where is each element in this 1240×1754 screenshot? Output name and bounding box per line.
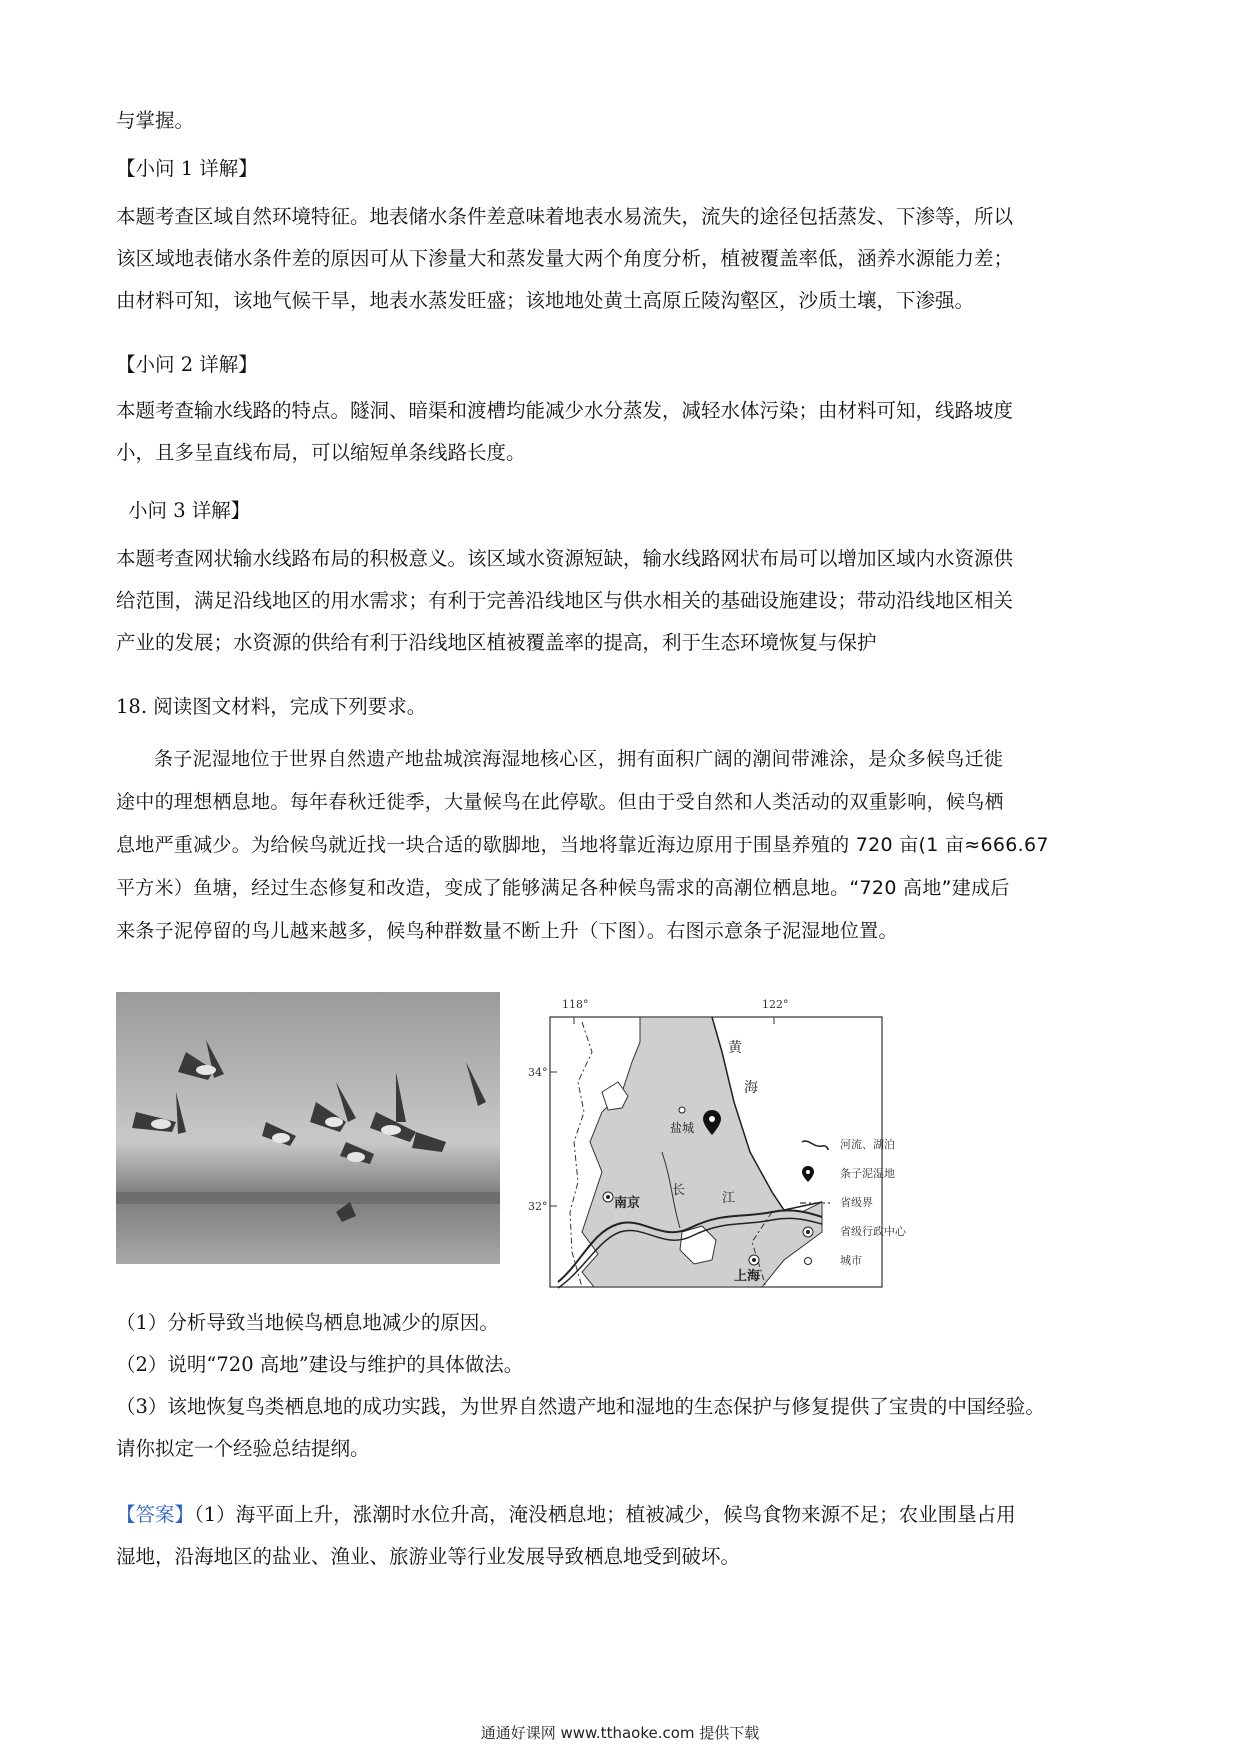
q18-stem: 18. 阅读图文材料，完成下列要求。 [116, 695, 427, 718]
lat-top-label: 34° [528, 1066, 548, 1079]
answer-tag: 【答案】 [116, 1503, 195, 1526]
sea-label-2: 海 [744, 1080, 758, 1096]
q18-sub2: （2）说明“720 高地”建设与维护的具体做法。 [116, 1353, 524, 1376]
q2-body: 本题考查输水线路的特点。隧洞、暗渠和渡槽均能减少水分蒸发，减轻水体污染；由材料可知，线路坡度 小，且多呈直线布局，可以缩短单条线路长度。 [116, 399, 1014, 464]
lon-left-label: 118° [562, 998, 589, 1011]
river-lake-icon [800, 1136, 830, 1154]
q2-heading: 【小问 2 详解】 [116, 353, 258, 376]
legend-wetland: 条子泥湿地 [800, 1159, 960, 1188]
lon-right-label: 122° [762, 998, 789, 1011]
q18-sub3: （3）该地恢复鸟类栖息地的成功实践，为世界自然遗产地和湿地的生态保护与修复提供了宝贵的中国经验。 [116, 1395, 1045, 1418]
q18-material: 条子泥湿地位于世界自然遗产地盐城滨海湿地核心区，拥有面积广阔的潮间带滩涂，是众多候鸟迁徙 途中的理想栖息地。每年春秋迁徙季，大量候鸟在此停歇。但由于受自然和人类活动的双重影响，候鸟栖 息地严重减少。为给候鸟就近找一块合适的歇脚地，当地将靠近海边原用于围垦养殖的 720 亩(1 亩≈666.67 平方米）鱼塘，经过生态修复和改造，变成了能够满足各种候鸟需求的高潮位栖息地。“720 高地”建成后 来条子泥停留的鸟儿越来越多，候鸟种群数量不断上升（下图）。右图示意条子泥湿地位置。 [116, 748, 1049, 942]
city-yancheng: 盐城 [670, 1121, 695, 1135]
city-icon [800, 1252, 830, 1270]
city-nanjing: 南京 [614, 1196, 641, 1211]
boundary-line-icon [800, 1194, 830, 1212]
q1-body: 本题考查区域自然环境特征。地表储水条件差意味着地表水易流失，流失的途径包括蒸发、下渗等，所以 该区域地表储水条件差的原因可从下渗量大和蒸发量大两个角度分析，植被覆盖率低，涵养水源能力差； 由材料可知，该地气候干旱，地表水蒸发旺盛；该地地处黄土高原丘陵沟壑区，沙质土壤，下渗强。 [116, 205, 1014, 312]
legend-capital: 省级行政中心 [800, 1217, 960, 1246]
legend-river: 河流、湖泊 [800, 1130, 960, 1159]
q3-body: 本题考查网状输水线路布局的积极意义。该区域水资源短缺，输水线路网状布局可以增加区域内水资源供 给范围，满足沿线地区的用水需求；有利于完善沿线地区与供水相关的基础设施建设；带动沿线地区相关 产业的发展；水资源的供给有利于沿线地区植被覆盖率的提高，利于生态环境恢复与保护 [116, 547, 1014, 654]
q1-heading: 【小问 1 详解】 [116, 157, 258, 180]
river-label-1: 长 [672, 1183, 686, 1198]
lat-bottom-label: 32° [528, 1200, 548, 1213]
river-label-2: 江 [722, 1191, 736, 1206]
legend-boundary: 省级界 [800, 1188, 960, 1217]
q3-heading: 小问 3 详解】 [128, 499, 251, 522]
page-footer: 通通好课网 www.tthaoke.com 提供下载 [480, 1724, 760, 1742]
location-pin-icon [800, 1165, 830, 1183]
city-shanghai: 上海 [734, 1269, 761, 1284]
capital-icon [800, 1223, 830, 1241]
q18-answer: 【答案】（1）海平面上升，涨潮时水位升高，淹没栖息地；植被减少，候鸟食物来源不足；农业围垦占用 湿地，沿海地区的盐业、渔业、旅游业等行业发展导致栖息地受到破坏。 [116, 1503, 1016, 1568]
sea-label-1: 黄 [728, 1040, 742, 1056]
q18-questions [116, 1302, 1128, 1470]
intro-tail: 与掌握。 [116, 109, 195, 132]
map-legend [800, 1130, 960, 1275]
q18-sub3-cont: 请你拟定一个经验总结提纲。 [116, 1437, 370, 1460]
legend-city: 城市 [800, 1246, 960, 1275]
q18-sub1: （1）分析导致当地候鸟栖息地减少的原因。 [116, 1311, 499, 1334]
birds-photo [116, 992, 500, 1264]
